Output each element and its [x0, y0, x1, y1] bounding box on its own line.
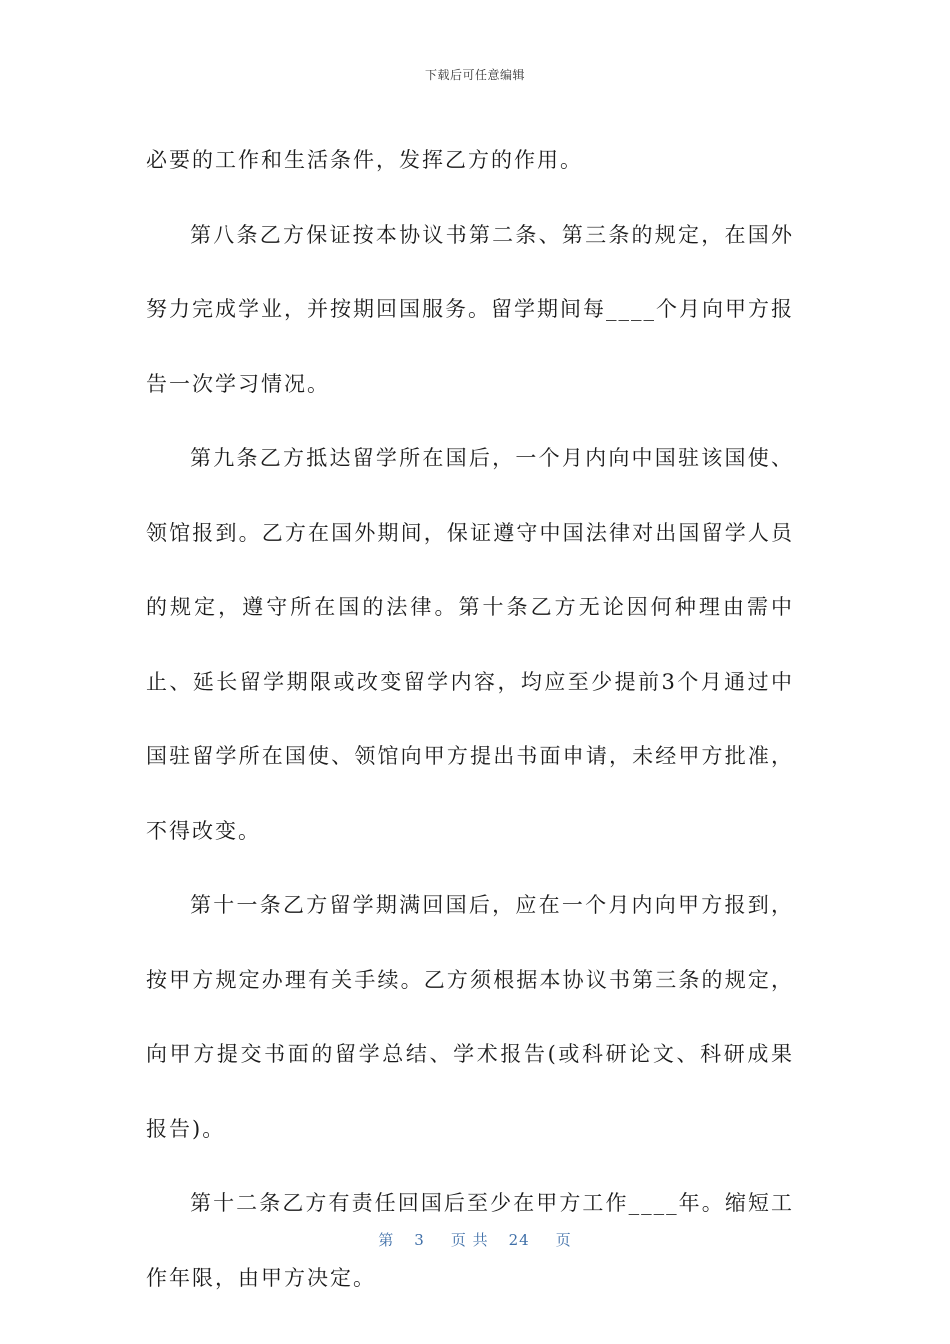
- footer-total-pages: 24: [508, 1231, 530, 1249]
- paragraph-article-12: 第十二条乙方有责任回国后至少在甲方工作____年。缩短工作年限，由甲方决定。: [146, 1191, 794, 1290]
- footer-suffix: 页: [555, 1231, 572, 1249]
- footer-middle: 页 共: [450, 1231, 489, 1249]
- paragraph-article-9: 第九条乙方抵达留学所在国后，一个月内向中国驻该国使、领馆报到。乙方在国外期间，保证遵守中国法律对出国留学人员的规定，遵守所在国的法律。第十条乙方无论因何种理由需中止、延长留学期限或改变留学内容，均应至少提前3个月通过中国驻留学所在国使、领馆向甲方提出书面申请，未经甲方批准，不得改变。: [146, 446, 794, 843]
- paragraph-continuation: 必要的工作和生活条件，发挥乙方的作用。: [146, 148, 583, 172]
- footer-prefix: 第: [378, 1231, 395, 1249]
- page-header: 下载后可任意编辑: [424, 68, 525, 82]
- paragraph-article-8: 第八条乙方保证按本协议书第二条、第三条的规定，在国外努力完成学业，并按期回国服务。留学期间每____个月向甲方报告一次学习情况。: [146, 222, 794, 396]
- footer-page-number: 3: [414, 1231, 425, 1249]
- document-body: [146, 123, 794, 1315]
- page-footer: [0, 1229, 950, 1250]
- paragraph-article-11: 第十一条乙方留学期满回国后，应在一个月内向甲方报到，按甲方规定办理有关手续。乙方须根据本协议书第三条的规定，向甲方提交书面的留学总结、学术报告(或科研论文、科研成果报告)。: [146, 893, 794, 1141]
